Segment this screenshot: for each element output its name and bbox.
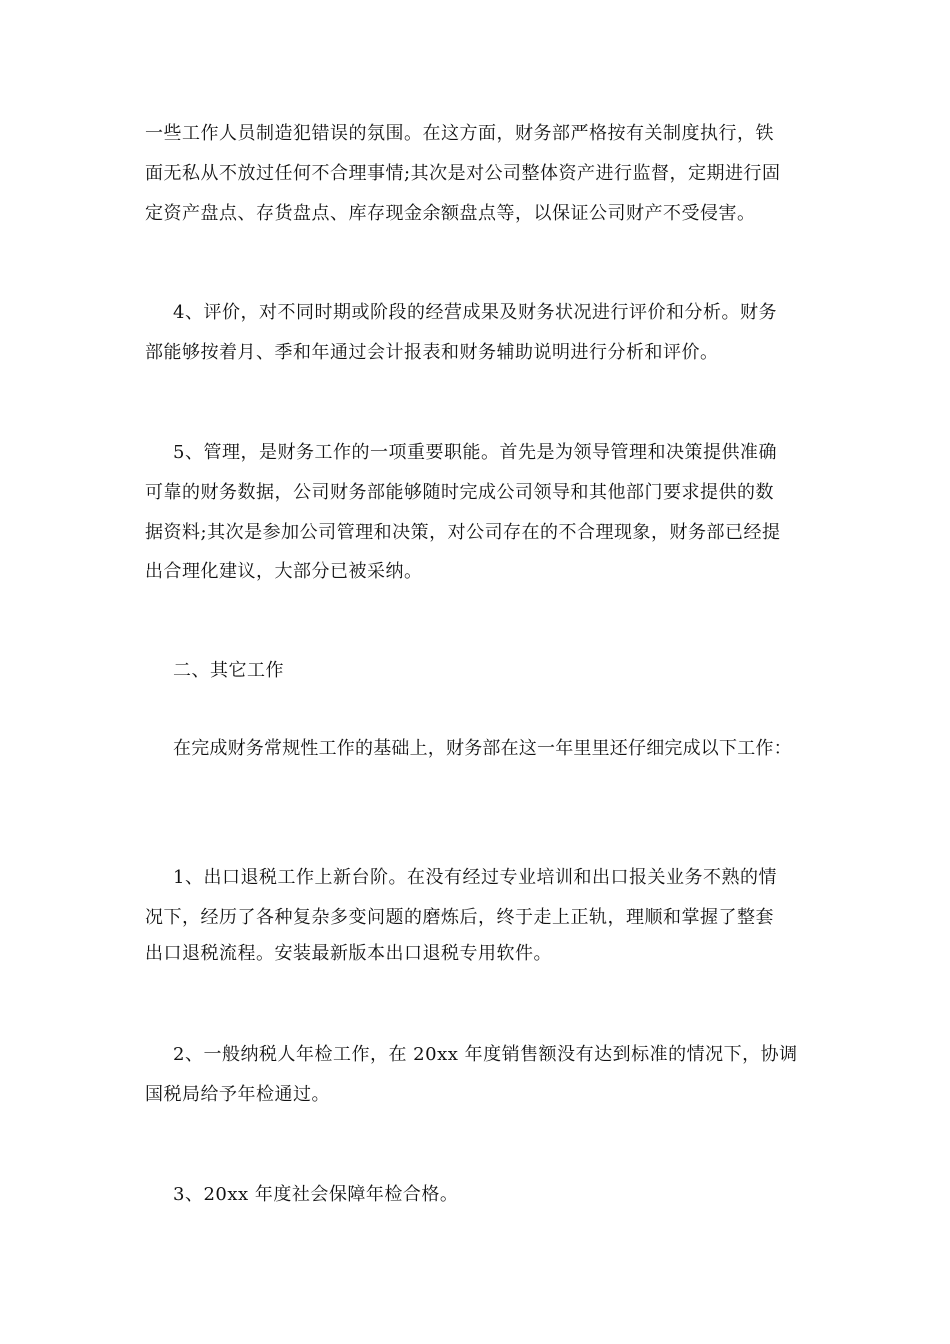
text-line: 面无私从不放过任何不合理事情;其次是对公司整体资产进行监督，定期进行固 [145,163,781,184]
text-line: 一些工作人员制造犯错误的氛围。在这方面，财务部严格按有关制度执行，铁 [145,123,774,144]
text-line: 2、一般纳税人年检工作，在 20xx 年度销售额没有达到标准的情况下，协调 [173,1044,798,1065]
text-line: 5、管理，是财务工作的一项重要职能。首先是为领导管理和决策提供准确 [173,442,777,463]
paragraph-intro: 在完成财务常规性工作的基础上，财务部在这一年里里还仔细完成以下工作： [173,738,792,759]
text-line: 国税局给予年检通过。 [145,1084,330,1105]
text-line: 1、出口退税工作上新台阶。在没有经过专业培训和出口报关业务不熟的情 [173,867,777,888]
text-line: 出合理化建议，大部分已被采纳。 [145,561,423,582]
text-line: 况下，经历了各种复杂多变问题的磨炼后，终于走上正轨，理顺和掌握了整套 [145,907,774,928]
paragraph-social-security: 3、20xx 年度社会保障年检合格。 [173,1184,459,1205]
section-heading: 二、其它工作 [173,660,284,681]
text-line: 据资料;其次是参加公司管理和决策，对公司存在的不合理现象，财务部已经提 [145,522,781,543]
text-line: 可靠的财务数据，公司财务部能够随时完成公司领导和其他部门要求提供的数 [145,482,774,503]
text-line: 部能够按着月、季和年通过会计报表和财务辅助说明进行分析和评价。 [145,342,719,363]
text-line: 出口退税流程。安装最新版本出口退税专用软件。 [145,943,552,964]
text-line: 定资产盘点、存货盘点、库存现金余额盘点等，以保证公司财产不受侵害。 [145,203,756,224]
text-line: 4、评价，对不同时期或阶段的经营成果及财务状况进行评价和分析。财务 [173,302,777,323]
